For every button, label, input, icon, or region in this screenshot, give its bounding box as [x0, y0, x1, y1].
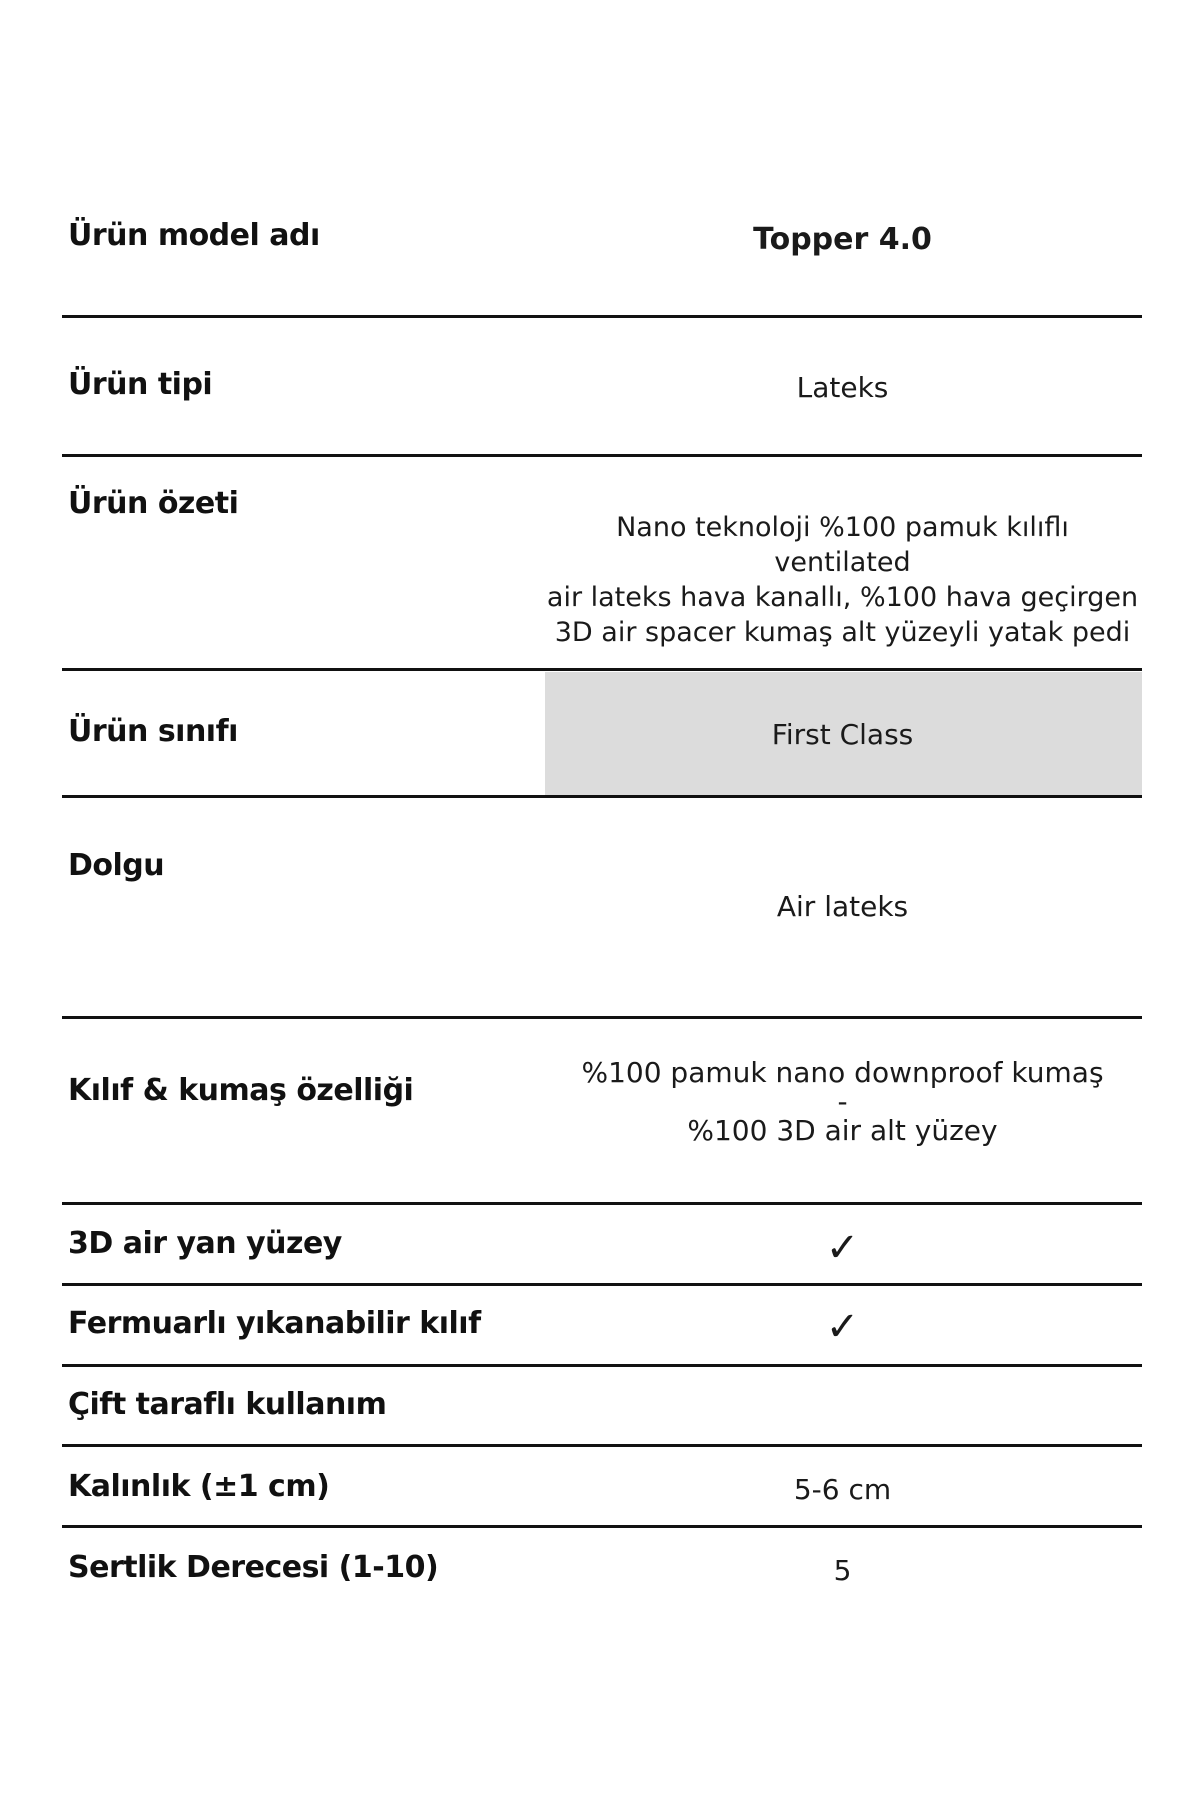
model-name-label: Ürün model adı: [68, 218, 320, 253]
zipper-cover-check-icon: ✓: [825, 1304, 860, 1350]
double-sided-label: Çift taraflı kullanım: [68, 1387, 387, 1422]
summary-line: air lateks hava kanallı, %100 hava geçirgen: [546, 582, 1139, 613]
fabric-label: Kılıf & kumaş özelliği: [68, 1073, 414, 1108]
summary-line: Nano teknoloji %100 pamuk kılıflı ventilated: [616, 512, 1069, 578]
product-summary-value: [545, 510, 1140, 650]
fabric-line: %100 3D air alt yüzey: [687, 1114, 998, 1147]
row-divider: [62, 1525, 1142, 1528]
product-type-label: Ürün tipi: [68, 367, 213, 402]
product-class-label: Ürün sınıfı: [68, 714, 238, 749]
product-summary-label: Ürün özeti: [68, 486, 239, 521]
thickness-value: 5-6 cm: [793, 1473, 892, 1506]
fabric-line: %100 pamuk nano downproof kumaş: [581, 1056, 1104, 1089]
product-class-value: First Class: [771, 718, 914, 751]
row-divider: [62, 668, 1142, 671]
row-divider: [62, 1364, 1142, 1367]
model-name-value: Topper 4.0: [753, 222, 932, 257]
side-surface-label: 3D air yan yüzey: [68, 1226, 342, 1261]
filling-label: Dolgu: [68, 848, 165, 883]
fabric-separator: -: [837, 1085, 848, 1118]
product-type-value: Lateks: [796, 371, 889, 404]
summary-line: 3D air spacer kumaş alt yüzeyli yatak pedi: [554, 617, 1131, 648]
thickness-label: Kalınlık (±1 cm): [68, 1469, 330, 1504]
row-divider: [62, 315, 1142, 318]
row-divider: [62, 1016, 1142, 1019]
side-surface-check-icon: ✓: [825, 1225, 860, 1271]
firmness-label: Sertlik Derecesi (1-10): [68, 1550, 439, 1585]
filling-value: Air lateks: [776, 890, 909, 923]
row-divider: [62, 795, 1142, 798]
row-divider: [62, 1444, 1142, 1447]
firmness-value: 5: [833, 1554, 852, 1587]
row-divider: [62, 1283, 1142, 1286]
row-divider: [62, 1202, 1142, 1205]
fabric-value: [545, 1054, 1140, 1150]
row-divider: [62, 454, 1142, 457]
zipper-cover-label: Fermuarlı yıkanabilir kılıf: [68, 1306, 481, 1341]
